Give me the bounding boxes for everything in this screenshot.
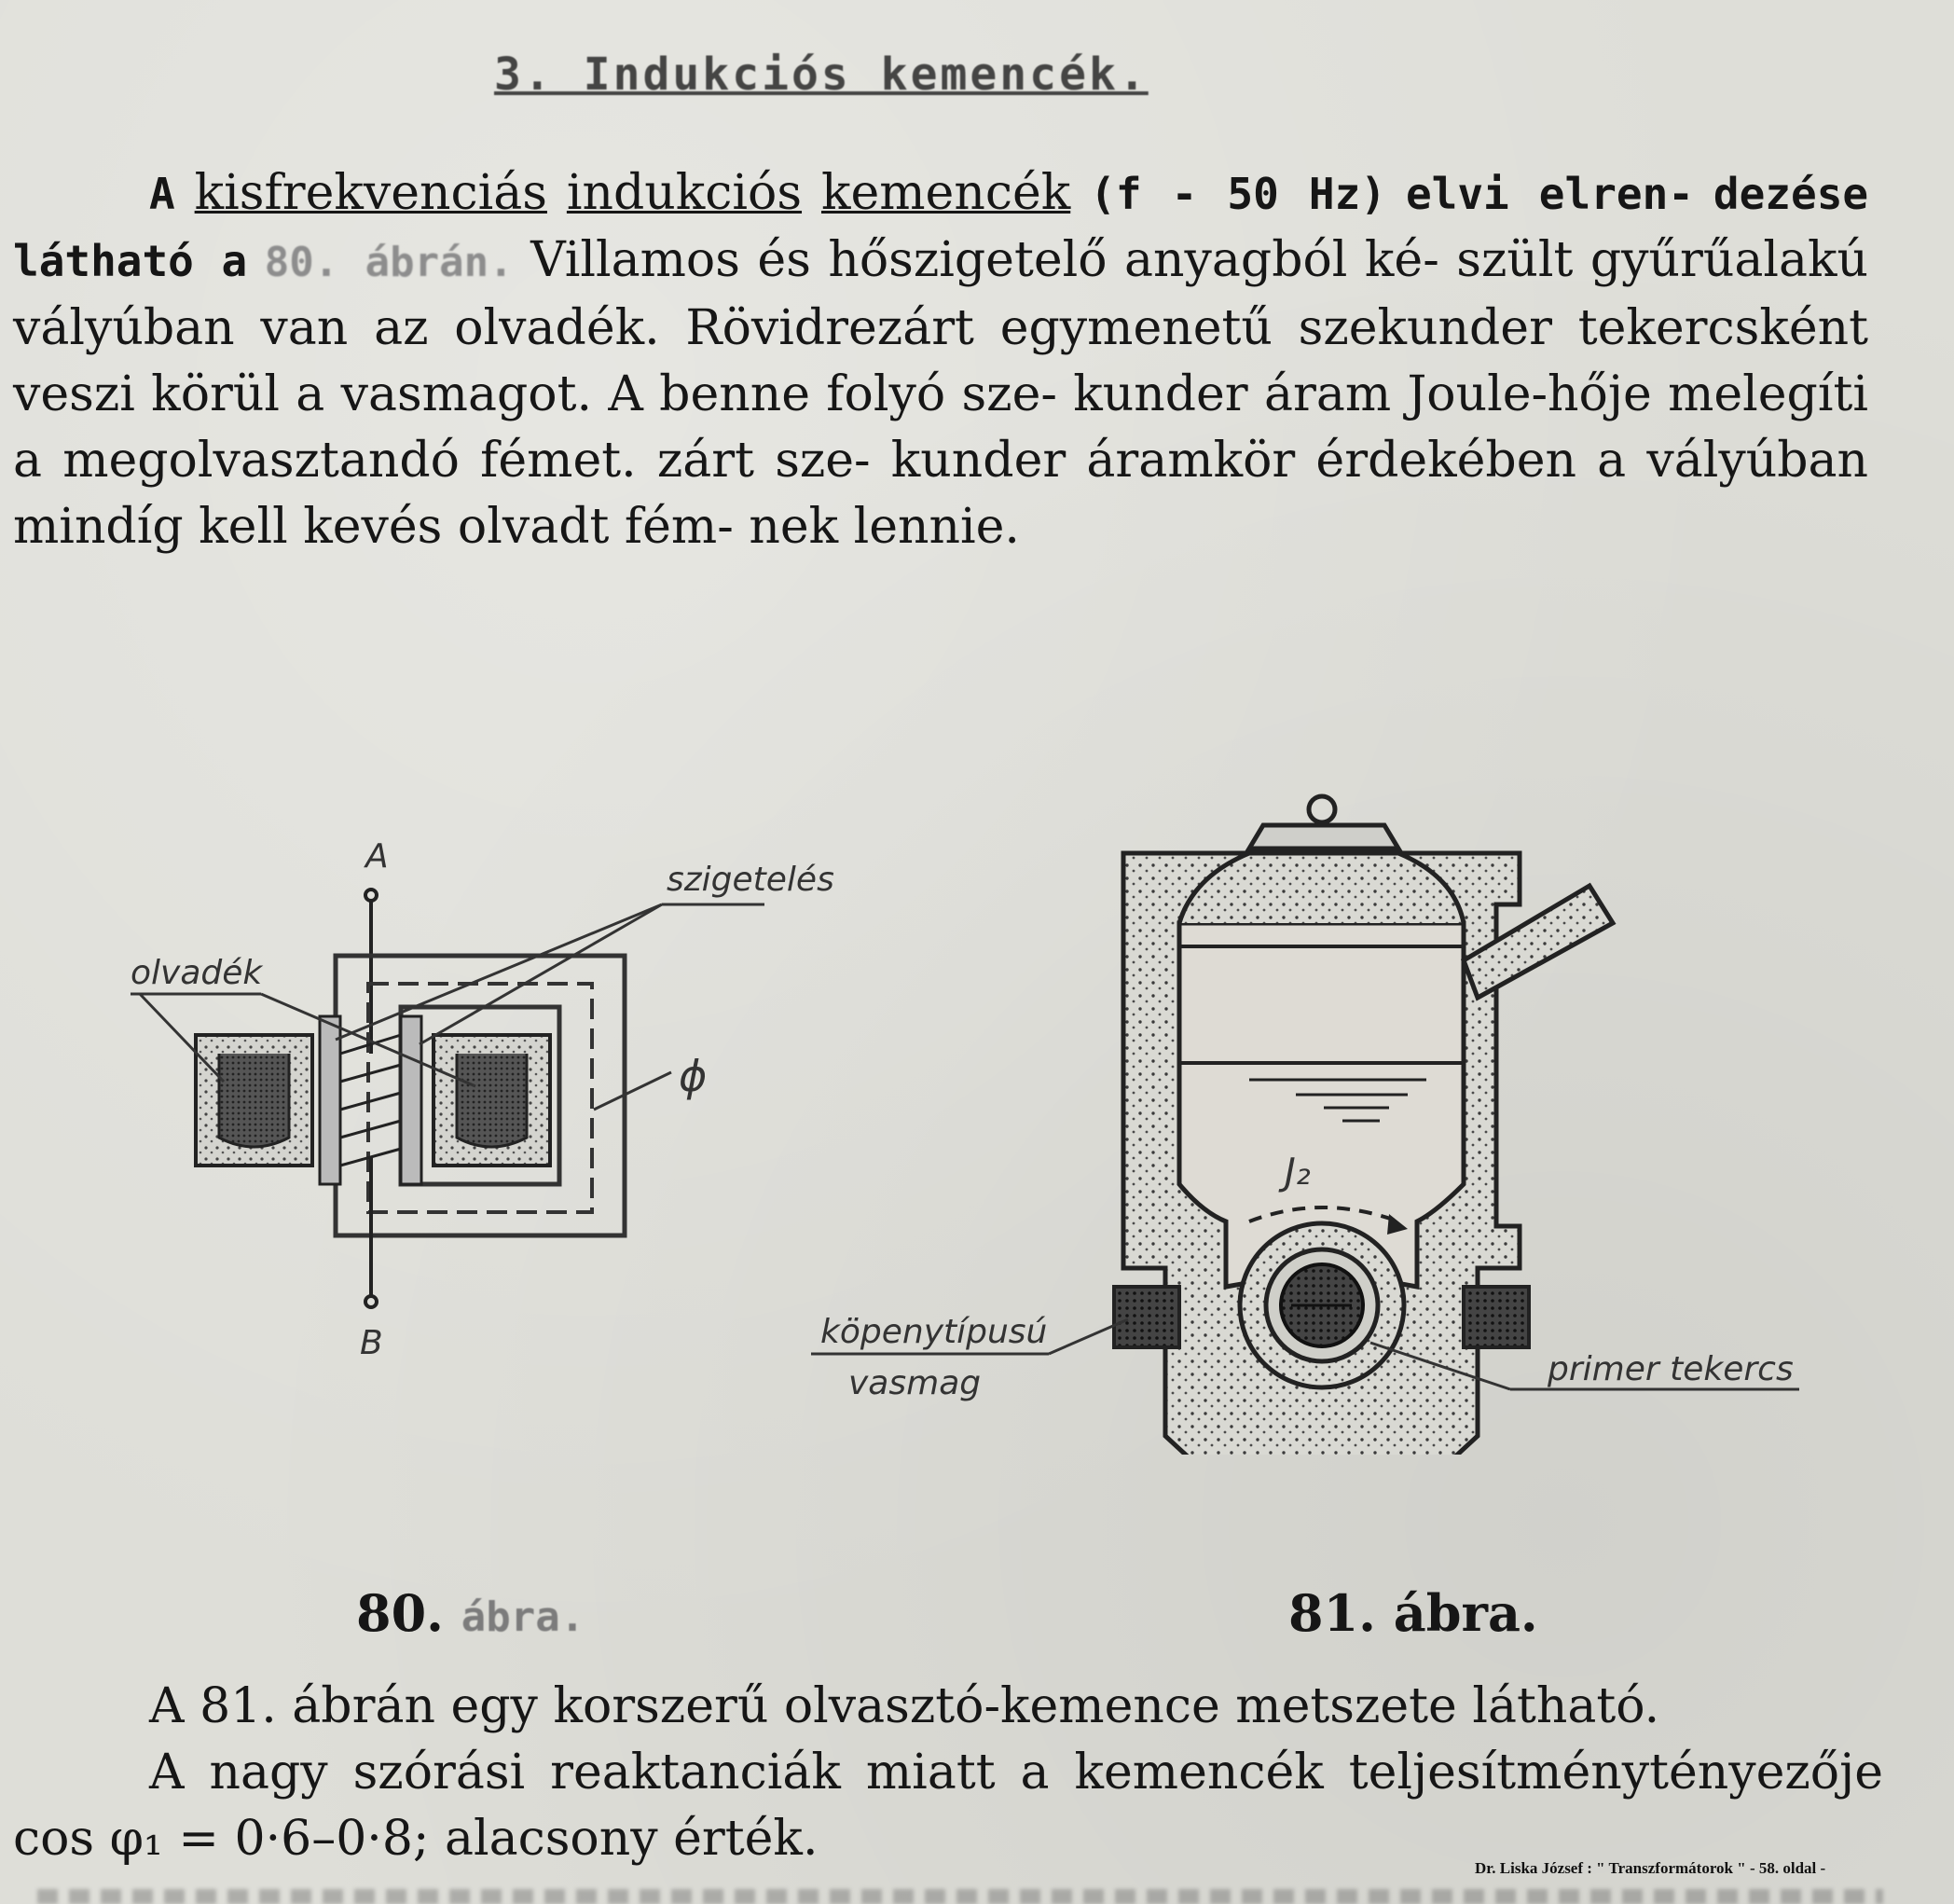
cut-off-next-line <box>37 1889 1883 1904</box>
fig81-label-vasmag: vasmag <box>848 1364 982 1402</box>
caption-80-word: ábra. <box>461 1594 585 1641</box>
fig80-label-szigeteles: szigetelés <box>667 861 834 899</box>
p3-line2: alacsony érték. <box>444 1811 819 1867</box>
fig81-label-primer: primer tekercs <box>1548 1350 1794 1388</box>
p1-elvi: elvi elren- <box>1405 169 1694 219</box>
fig80-label-phi: ϕ <box>679 1051 708 1101</box>
figure-81-diagram <box>811 783 1846 1455</box>
p1-word-indukcios: indukciós <box>566 165 803 221</box>
caption-figure-80 <box>356 1583 585 1643</box>
fig80-label-b: B <box>360 1324 383 1362</box>
caption-80-number: 80. <box>356 1583 444 1643</box>
p1-a: A <box>149 169 175 219</box>
p3-formula: cos φ₁ = 0·6–0·8; <box>13 1811 430 1867</box>
p1-figure-ref: 80. ábrán. <box>264 239 514 286</box>
p1-rest: Villamos és hőszigetelő anyagból ké- szült gyűrűalakú vályúban van az olvadék. Rövidrezárt egymenetű szekunder tekercsként veszi körül a vasmagot. A benne folyó sze- kunder áram Joule-hője melegíti a megolvasztandó fémet. zárt sze- kunder áramkör érdekében a vályúban mindíg kell kevés olvadt fém- nek lennie. <box>13 232 1869 555</box>
p3-line1: A nagy szórási reaktanciák miatt a kemencék teljesítménytényezője <box>149 1745 1883 1801</box>
paragraph-3 <box>13 1740 1883 1872</box>
figure-80-diagram <box>103 821 848 1380</box>
p1-dezese: dezése látható a <box>13 169 1869 286</box>
fig81-label-kopeny: köpenytípusú <box>820 1313 1048 1351</box>
fig81-label-j2: J₂ <box>1285 1151 1311 1193</box>
fig80-label-olvadek: olvadék <box>131 954 263 992</box>
page-footer: Dr. Liska József : " Transzformátorok " - 58. oldal - <box>1475 1859 1826 1877</box>
fig80-label-a: A <box>365 837 389 876</box>
paragraph-1 <box>13 160 1868 560</box>
p1-word-kisfrekvencias: kisfrekvenciás <box>194 165 547 221</box>
caption-figure-81: 81. ábra. <box>1288 1583 1538 1643</box>
section-heading: 3. Indukciós kemencék. <box>494 48 1149 101</box>
p1-formula: (f - 50 Hz) <box>1090 169 1386 219</box>
p2-text: A 81. ábrán egy korszerű olvasztó-kemence metszete látható. <box>149 1678 1660 1734</box>
paragraph-2 <box>149 1674 1883 1740</box>
p1-word-kemencek: kemencék <box>820 165 1071 221</box>
